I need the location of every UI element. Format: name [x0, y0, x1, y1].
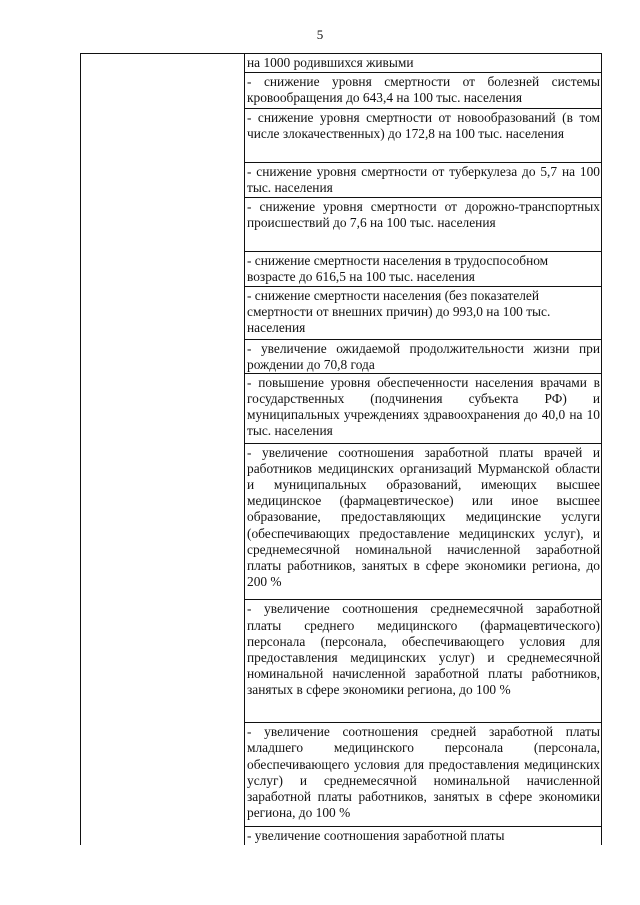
table-cell-row-13: - увеличение соотношения заработной платы: [247, 828, 505, 844]
table-cell-row-3: - снижение уровня смертности от новообразований (в том числе злокачественных) до 172,8 на 100 тыс. населения: [245, 109, 601, 163]
table-cell-row-12: - увеличение соотношения средней заработной платы младшего медицинского персонала (персонала, обеспечивающего условия для предоставления медицинских услуг) и среднемесячной номинальной начисленной заработной платы работников, занятых в сфере экономики региона, до 100 %: [245, 723, 601, 827]
table-cell-row-9: - повышение уровня обеспеченности населения врачами в государственных (подчинения субъекта РФ) и муниципальных учреждениях здравоохранения до 40,0 на 10 тыс. населения: [245, 374, 601, 444]
table-cell-row-4: - снижение уровня смертности от туберкулеза до 5,7 на 100 тыс. населения: [245, 163, 601, 198]
table-cell-row-2: - снижение уровня смертности от болезней системы кровообращения до 643,4 на 100 тыс. населения: [245, 73, 601, 109]
table-cell-row-5: - снижение уровня смертности от дорожно-транспортных происшествий до 7,6 на 100 тыс. населения: [245, 198, 601, 252]
document-table: [80, 53, 602, 845]
page-number: 5: [316, 27, 324, 42]
table-cell-row-7: - снижение смертности населения (без показателей смертности от внешних причин) до 993,0 на 100 тыс. населения: [245, 287, 601, 340]
table-cell-row-10: - увеличение соотношения заработной платы врачей и работников медицинских организаций Мурманской области и муниципальных образований, имеющих высшее медицинское (фармацевтическое) или иное высшее образование, предоставляющих медицинские услуги (обеспечивающих предоставление медицинских услуг), и среднемесячной номинальной начисленной заработной платы работников, занятых в сфере экономики региона, до 200 %: [245, 444, 601, 601]
table-cell-row-11: - увеличение соотношения среднемесячной заработной платы среднего медицинского (фармацевтического) персонала (персонала, обеспечивающего условия для предоставления медицинских услуг) и среднемесячной номинальной начисленной заработной платы работников, занятых в сфере экономики региона, до 100 %: [245, 600, 601, 723]
table-cell-row-1: на 1000 родившихся живыми: [245, 54, 601, 73]
table-cell-row-8: - увеличение ожидаемой продолжительности жизни при рождении до 70,8 года: [247, 340, 600, 372]
table-left-column: [81, 54, 245, 845]
table-cell-row-6: - снижение смертности населения в трудоспособном возрасте до 616,5 на 100 тыс. населения: [245, 252, 601, 287]
table-right-column: [245, 54, 601, 845]
